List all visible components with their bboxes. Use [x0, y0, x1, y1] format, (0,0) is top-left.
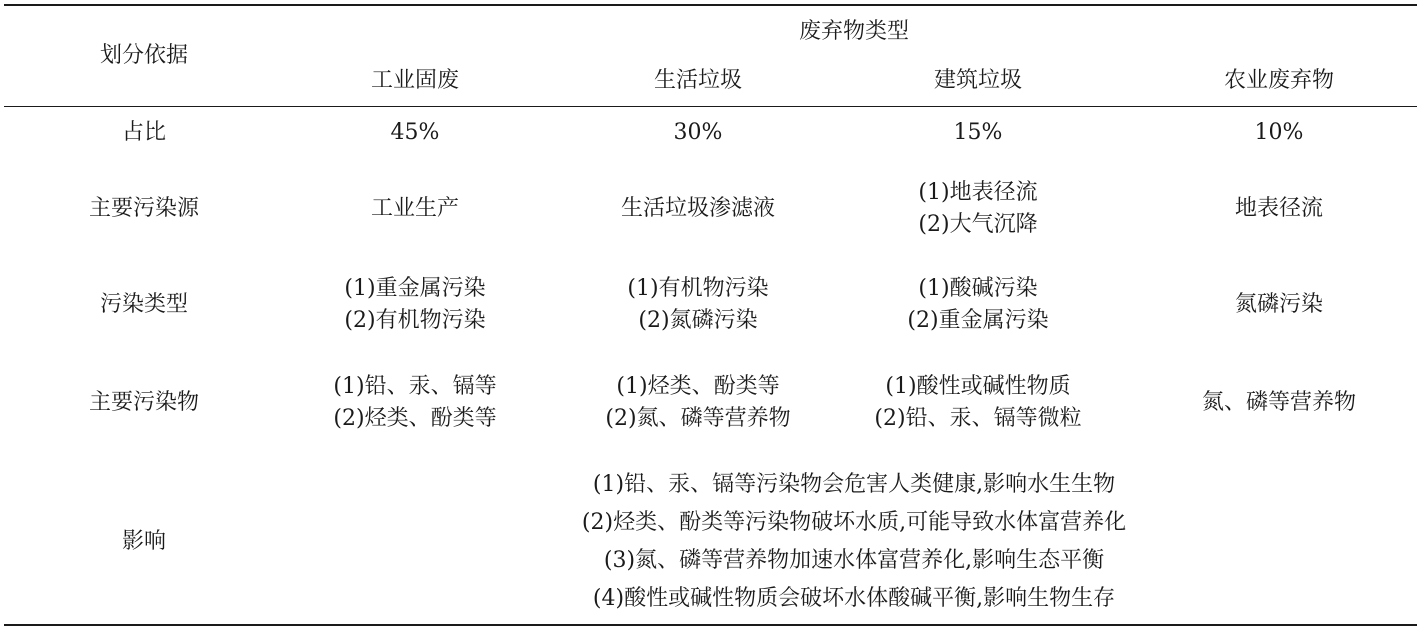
header-col-agricultural: [1154, 62, 1404, 100]
share-household: [573, 114, 823, 152]
pollutant-household: [573, 370, 823, 436]
type-household: [573, 272, 823, 338]
table-cell-line: (1)有机物污染: [627, 276, 769, 301]
table-cell: 45%: [390, 120, 440, 145]
share-industrial: [290, 114, 540, 152]
table-cell-line: (2)氮、磷等营养物: [605, 406, 791, 431]
header-basis-label: 划分依据: [99, 43, 188, 68]
table-cell-line: 工业生产: [370, 196, 459, 221]
row-label: 占比: [121, 120, 166, 145]
row-label-impact: [64, 464, 224, 620]
column-header: 工业固废: [370, 68, 459, 93]
table-cell-line: (2)氮磷污染: [638, 308, 758, 333]
table-cell-line: (1)地表径流: [918, 180, 1038, 205]
table-cell-line: 生活垃圾渗滤液: [620, 196, 775, 221]
row-label-type: [64, 272, 224, 338]
table-cell-line: 氮磷污染: [1234, 292, 1323, 317]
table-cell: 30%: [673, 120, 723, 145]
row-label: 污染类型: [99, 292, 188, 317]
pollutant-agricultural: [1154, 370, 1404, 436]
impact-line: (1)铅、汞、镉等污染物会危害人类健康,影响水生生物: [592, 472, 1116, 497]
table-cell-line: (1)铅、汞、镉等: [333, 374, 497, 399]
impact-merged-cell: [404, 462, 1304, 622]
table-cell-line: (1)重金属污染: [344, 276, 486, 301]
column-header: 生活垃圾: [653, 68, 742, 93]
row-label: 主要污染源: [88, 196, 199, 221]
impact-line: (3)氮、磷等营养物加速水体富营养化,影响生态平衡: [603, 548, 1105, 573]
source-agricultural: [1154, 176, 1404, 242]
source-household: [573, 176, 823, 242]
header-col-household: [573, 62, 823, 100]
table-cell-line: (2)重金属污染: [907, 308, 1049, 333]
header-group-label: 废弃物类型: [798, 19, 909, 44]
table-cell-line: 氮、磷等营养物: [1201, 390, 1356, 415]
table-cell-line: (2)铅、汞、镉等微粒: [874, 406, 1082, 431]
type-construction: [853, 272, 1103, 338]
header-col-construction: [853, 62, 1103, 100]
table-cell-line: (1)酸性或碱性物质: [885, 374, 1071, 399]
column-header: 农业废弃物: [1223, 68, 1334, 93]
row-label-share: [64, 114, 224, 152]
share-construction: [853, 114, 1103, 152]
source-industrial: [290, 176, 540, 242]
table-cell: 15%: [953, 120, 1003, 145]
pollutant-construction: [853, 370, 1103, 436]
type-agricultural: [1154, 272, 1404, 338]
table-top-rule: [4, 4, 1417, 6]
table-cell-line: (1)酸碱污染: [918, 276, 1038, 301]
row-label-source: [64, 176, 224, 242]
row-label: 影响: [121, 529, 166, 554]
source-construction: [853, 176, 1103, 242]
column-header: 建筑垃圾: [933, 68, 1022, 93]
table-cell-line: 地表径流: [1234, 196, 1323, 221]
impact-line: (4)酸性或碱性物质会破坏水体酸碱平衡,影响生物生存: [592, 586, 1116, 611]
header-basis: [64, 36, 224, 76]
impact-line: (2)烃类、酚类等污染物破坏水质,可能导致水体富营养化: [581, 510, 1127, 535]
share-agricultural: [1154, 114, 1404, 152]
header-col-industrial: [290, 62, 540, 100]
waste-classification-table: [4, 0, 1417, 627]
type-industrial: [290, 272, 540, 338]
header-group: [604, 14, 1104, 50]
table-cell-line: (2)大气沉降: [918, 212, 1038, 237]
table-cell: 10%: [1254, 120, 1304, 145]
table-cell-line: (2)有机物污染: [344, 308, 486, 333]
row-label: 主要污染物: [88, 390, 199, 415]
pollutant-industrial: [290, 370, 540, 436]
table-cell-line: (1)烃类、酚类等: [616, 374, 780, 399]
table-cell-line: (2)烃类、酚类等: [333, 406, 497, 431]
table-bottom-rule: [4, 624, 1417, 626]
table-header-rule: [4, 106, 1417, 107]
row-label-pollutant: [64, 370, 224, 436]
